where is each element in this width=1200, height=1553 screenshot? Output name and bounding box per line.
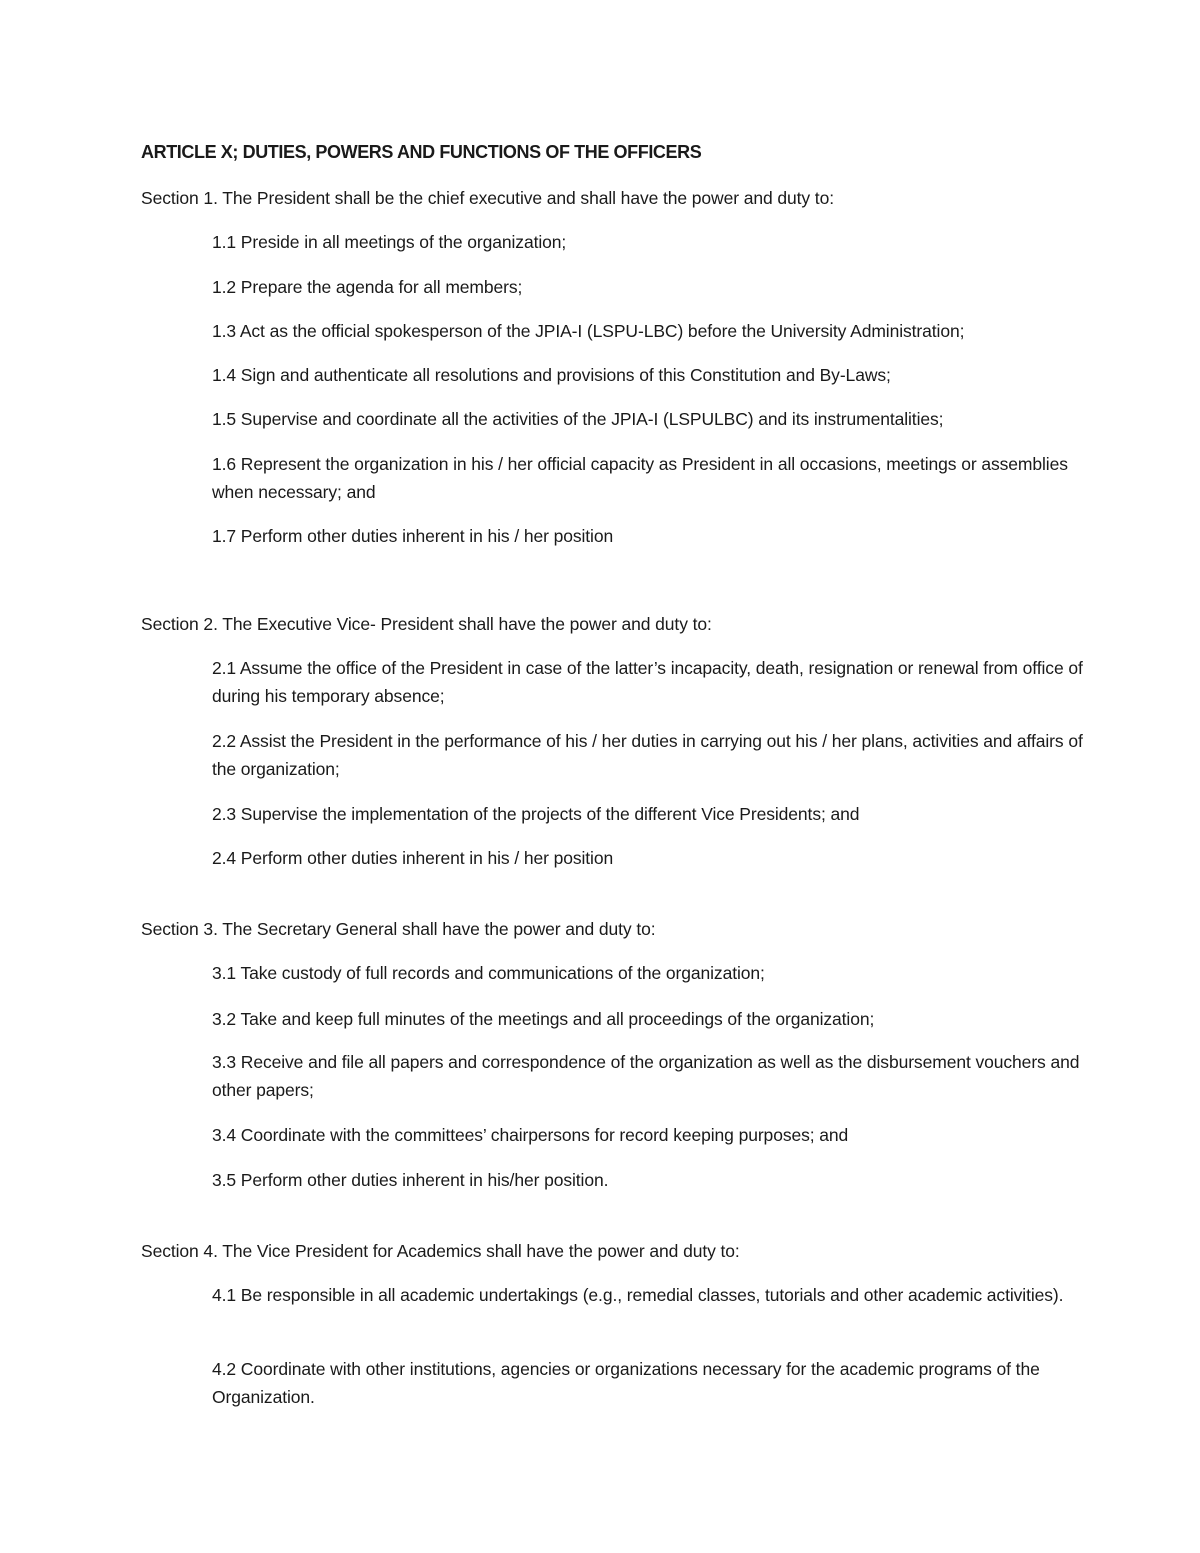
section-3-item: 3.5 Perform other duties inherent in his/her position.: [212, 1170, 609, 1190]
section-1-item: 1.5 Supervise and coordinate all the activities of the JPIA-I (LSPULBC) and its instrumentalities;: [212, 409, 944, 429]
section-4-item: 4.2 Coordinate with other institutions, agencies or organizations necessary for the academic programs of the Organization.: [212, 1359, 1040, 1407]
article-heading: ARTICLE X; DUTIES, POWERS AND FUNCTIONS OF THE OFFICERS: [141, 142, 702, 162]
section-1-title: Section 1. The President shall be the chief executive and shall have the power and duty to:: [141, 188, 834, 208]
section-2-item: 2.4 Perform other duties inherent in his / her position: [212, 848, 614, 868]
section-3-item: 3.3 Receive and file all papers and correspondence of the organization as well as the disbursement vouchers and other papers;: [212, 1052, 1080, 1100]
section-4-item: 4.1 Be responsible in all academic undertakings (e.g., remedial classes, tutorials and other academic activities).: [212, 1285, 1064, 1305]
section-4-title: Section 4. The Vice President for Academics shall have the power and duty to:: [141, 1241, 740, 1261]
section-1-item: 1.6 Represent the organization in his / her official capacity as President in all occasions, meetings or assemblies when necessary; and: [212, 454, 1068, 502]
section-3-item: 3.4 Coordinate with the committees’ chairpersons for record keeping purposes; and: [212, 1125, 849, 1145]
section-1-item: 1.3 Act as the official spokesperson of the JPIA-I (LSPU-LBC) before the University Administration;: [212, 321, 965, 341]
section-2-item: 2.1 Assume the office of the President in case of the latter’s incapacity, death, resignation or renewal from office of during his temporary absence;: [212, 658, 1083, 706]
section-1-item: 1.7 Perform other duties inherent in his / her position: [212, 526, 614, 546]
section-2-item: 2.3 Supervise the implementation of the projects of the different Vice Presidents; and: [212, 804, 860, 824]
section-3-title: Section 3. The Secretary General shall have the power and duty to:: [141, 919, 656, 939]
section-3-item: 3.2 Take and keep full minutes of the meetings and all proceedings of the organization;: [212, 1009, 875, 1029]
section-1-item: 1.2 Prepare the agenda for all members;: [212, 277, 523, 297]
section-2-item: 2.2 Assist the President in the performance of his / her duties in carrying out his / her plans, activities and affairs of the organization;: [212, 731, 1083, 779]
section-1-item: 1.4 Sign and authenticate all resolutions and provisions of this Constitution and By-Laws;: [212, 365, 891, 385]
section-3-item: 3.1 Take custody of full records and communications of the organization;: [212, 963, 765, 983]
section-1-item: 1.1 Preside in all meetings of the organization;: [212, 232, 567, 252]
section-2-title: Section 2. The Executive Vice- President shall have the power and duty to:: [141, 614, 712, 634]
